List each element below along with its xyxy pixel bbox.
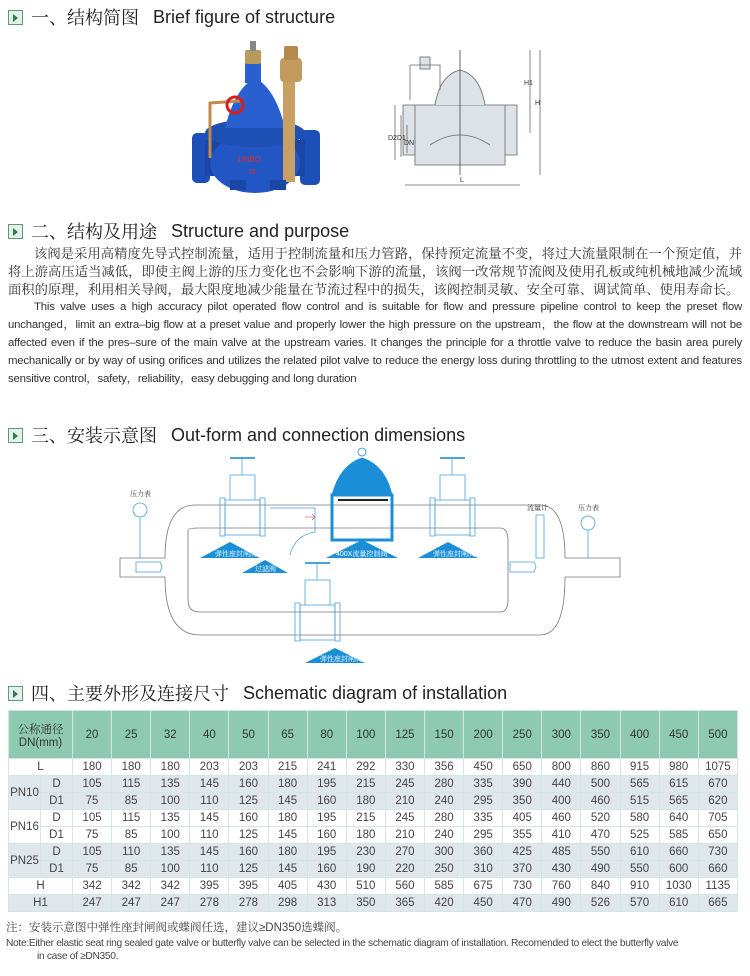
table-cell: 450 <box>464 895 503 912</box>
body-number: 16 <box>248 169 256 176</box>
table-cell: 430 <box>542 861 581 878</box>
table-cell: 620 <box>698 793 737 810</box>
valve-photo <box>190 38 330 198</box>
table-cell: 730 <box>698 844 737 861</box>
table-cell: 485 <box>542 844 581 861</box>
header-dn-value: 250 <box>503 711 542 759</box>
table-row <box>9 895 738 912</box>
table-cell: 145 <box>268 861 307 878</box>
table-cell: 110 <box>190 793 229 810</box>
arrow-box-icon <box>8 10 23 25</box>
table-cell: 705 <box>698 810 737 827</box>
table-cell: 145 <box>268 793 307 810</box>
header-dn-value: 80 <box>307 711 346 759</box>
table-cell: 115 <box>112 810 151 827</box>
row-sublabel: D1 <box>41 793 73 810</box>
section-heading-structure-purpose: 二、结构及用途 Structure and purpose <box>8 218 349 244</box>
row-sublabel: D <box>41 810 73 827</box>
body-marking: DNBO <box>238 155 262 164</box>
table-row <box>9 844 738 861</box>
table-cell: 910 <box>620 878 659 895</box>
svg-text:H: H <box>535 100 541 107</box>
section-heading-dimensions: 四、主要外形及连接尺寸 Schematic diagram of installation <box>8 680 507 706</box>
arrow-box-icon <box>8 428 23 443</box>
table-row <box>9 776 738 793</box>
table-cell: 405 <box>268 878 307 895</box>
label-pressure-gauge-1: 压力表 <box>130 491 151 498</box>
table-cell: 585 <box>659 827 698 844</box>
table-cell: 203 <box>229 759 268 776</box>
table-cell: 195 <box>307 810 346 827</box>
table-cell: 460 <box>581 793 620 810</box>
table-cell: 215 <box>346 776 385 793</box>
table-row <box>9 759 738 776</box>
svg-text:L: L <box>460 177 464 184</box>
table-cell: 565 <box>620 776 659 793</box>
table-cell: 360 <box>464 844 503 861</box>
pressure-class: PN10 <box>9 776 41 810</box>
table-cell: 1030 <box>659 878 698 895</box>
table-cell: 135 <box>151 844 190 861</box>
table-cell: 190 <box>346 861 385 878</box>
table-cell: 355 <box>503 827 542 844</box>
table-cell: 240 <box>424 827 463 844</box>
label-gate-valve-3: 弹性座封闸阀 <box>320 656 362 663</box>
table-cell: 500 <box>581 776 620 793</box>
header-dn-value: 20 <box>73 711 112 759</box>
table-cell: 800 <box>542 759 581 776</box>
note-zh: 注：安装示意图中弹性座封闸阀或蝶阀任选，建议≥DN350选蝶阀。 <box>6 922 348 934</box>
svg-text:D2: D2 <box>388 135 397 142</box>
header-dn-value: 150 <box>424 711 463 759</box>
table-cell: 210 <box>385 827 424 844</box>
header-dn-value: 65 <box>268 711 307 759</box>
label-filter: 过滤阀 <box>255 566 276 573</box>
table-cell: 245 <box>385 776 424 793</box>
table-cell: 160 <box>229 844 268 861</box>
table-cell: 160 <box>229 810 268 827</box>
table-cell: 670 <box>698 776 737 793</box>
header-dn-value: 450 <box>659 711 698 759</box>
section-heading-structure-figure: 一、结构简图 Brief figure of structure <box>8 4 335 30</box>
row-sublabel: D <box>41 844 73 861</box>
table-cell: 665 <box>698 895 737 912</box>
table-cell: 610 <box>659 895 698 912</box>
table-cell: 295 <box>464 793 503 810</box>
table-cell: 215 <box>268 759 307 776</box>
table-cell: 110 <box>190 861 229 878</box>
table-cell: 145 <box>268 827 307 844</box>
table-cell: 460 <box>542 810 581 827</box>
pressure-class: PN16 <box>9 810 41 844</box>
table-cell: 180 <box>346 827 385 844</box>
table-cell: 100 <box>151 861 190 878</box>
table-cell: 240 <box>424 793 463 810</box>
table-cell: 410 <box>542 827 581 844</box>
table-cell: 195 <box>307 844 346 861</box>
table-cell: 245 <box>385 810 424 827</box>
table-cell: 342 <box>151 878 190 895</box>
table-cell: 85 <box>112 861 151 878</box>
table-cell: 430 <box>307 878 346 895</box>
header-dn-value: 25 <box>112 711 151 759</box>
table-cell: 210 <box>385 793 424 810</box>
table-cell: 203 <box>190 759 229 776</box>
table-cell: 115 <box>112 776 151 793</box>
table-row <box>9 810 738 827</box>
table-row <box>9 861 738 878</box>
table-cell: 600 <box>659 861 698 878</box>
table-row <box>9 878 738 895</box>
table-cell: 660 <box>698 861 737 878</box>
table-cell: 180 <box>268 844 307 861</box>
table-cell: 405 <box>503 810 542 827</box>
table-cell: 180 <box>73 759 112 776</box>
table-cell: 730 <box>503 878 542 895</box>
table-cell: 330 <box>385 759 424 776</box>
table-cell: 145 <box>190 776 229 793</box>
arrow-box-icon <box>8 686 23 701</box>
table-cell: 335 <box>464 810 503 827</box>
table-cell: 110 <box>112 844 151 861</box>
table-cell: 390 <box>503 776 542 793</box>
table-cell: 356 <box>424 759 463 776</box>
table-cell: 292 <box>346 759 385 776</box>
header-dn-value: 125 <box>385 711 424 759</box>
table-cell: 278 <box>190 895 229 912</box>
header-dn-value: 200 <box>464 711 503 759</box>
table-cell: 650 <box>503 759 542 776</box>
table-cell: 160 <box>307 861 346 878</box>
svg-text:H1: H1 <box>524 80 533 87</box>
table-cell: 215 <box>346 810 385 827</box>
table-cell: 610 <box>620 844 659 861</box>
table-cell: 105 <box>73 844 112 861</box>
row-sublabel: D1 <box>41 861 73 878</box>
table-cell: 560 <box>385 878 424 895</box>
table-cell: 125 <box>229 827 268 844</box>
valve-section-drawing <box>385 45 545 195</box>
table-cell: 295 <box>464 827 503 844</box>
table-cell: 526 <box>581 895 620 912</box>
table-cell: 860 <box>581 759 620 776</box>
table-cell: 220 <box>385 861 424 878</box>
table-cell: 160 <box>307 827 346 844</box>
table-cell: 395 <box>229 878 268 895</box>
table-cell: 425 <box>503 844 542 861</box>
table-cell: 241 <box>307 759 346 776</box>
note-en: Note:Either elastic seat ring sealed gate valve or butterfly valve can be selected in the schematic diagram of installation. Recomended to elect the butterfly valve in case of ≥DN350. <box>6 938 679 962</box>
table-cell: 247 <box>151 895 190 912</box>
purpose-text-zh: 该阀是采用高精度先导式控制流量，适用于控制流量和压力管路，保持预定流量不变，将过大流量限制在一个预定值，并将上游高压适当减低，即使主阀上游的压力变化也不会影响下游的流量，该阀一改常规节流阀及使用孔板或纯机械地减少流域面积的原理，利用相关导阀，最大限度地减少能量在节流过程中的损失，该阀控制灵敏、安全可靠、调试简单、使用寿命长。 <box>8 246 742 297</box>
installation-diagram <box>100 440 650 670</box>
table-cell: 270 <box>385 844 424 861</box>
table-cell: 395 <box>190 878 229 895</box>
table-cell: 180 <box>112 759 151 776</box>
label-control-valve: 400X流量控制阀 <box>336 551 388 558</box>
table-cell: 565 <box>659 793 698 810</box>
table-cell: 250 <box>424 861 463 878</box>
svg-text:D1: D1 <box>397 135 406 142</box>
table-cell: 300 <box>424 844 463 861</box>
table-cell: 1075 <box>698 759 737 776</box>
table-cell: 180 <box>151 759 190 776</box>
table-cell: 180 <box>268 810 307 827</box>
table-cell: 760 <box>542 878 581 895</box>
table-cell: 85 <box>112 793 151 810</box>
table-cell: 915 <box>620 759 659 776</box>
table-cell: 470 <box>581 827 620 844</box>
section-heading-installation: 三、安装示意图 Out-form and connection dimensions <box>8 422 465 448</box>
table-cell: 650 <box>698 827 737 844</box>
table-row <box>9 827 738 844</box>
table-cell: 640 <box>659 810 698 827</box>
table-cell: 278 <box>229 895 268 912</box>
table-cell: 525 <box>620 827 659 844</box>
table-cell: 370 <box>503 861 542 878</box>
table-cell: 125 <box>229 793 268 810</box>
header-dn-value: 32 <box>151 711 190 759</box>
table-cell: 75 <box>73 793 112 810</box>
dimensions-table <box>8 710 738 912</box>
table-cell: 515 <box>620 793 659 810</box>
label-gate-valve-1: 弹性座封闸阀 <box>215 551 257 558</box>
table-cell: 840 <box>581 878 620 895</box>
table-cell: 135 <box>151 776 190 793</box>
table-cell: 85 <box>112 827 151 844</box>
header-dn-value: 350 <box>581 711 620 759</box>
table-cell: 350 <box>503 793 542 810</box>
table-cell: 125 <box>229 861 268 878</box>
table-cell: 335 <box>464 776 503 793</box>
table-cell: 180 <box>346 793 385 810</box>
table-cell: 145 <box>190 844 229 861</box>
label-gate-valve-2: 弹性座封闸阀 <box>433 551 475 558</box>
table-cell: 160 <box>229 776 268 793</box>
table-cell: 440 <box>542 776 581 793</box>
table-cell: 400 <box>542 793 581 810</box>
table-cell: 615 <box>659 776 698 793</box>
table-cell: 230 <box>346 844 385 861</box>
table-cell: 105 <box>73 776 112 793</box>
table-cell: 75 <box>73 827 112 844</box>
header-dn-value: 100 <box>346 711 385 759</box>
row-label: H <box>9 878 73 895</box>
table-cell: 1135 <box>698 878 737 895</box>
table-cell: 420 <box>424 895 463 912</box>
label-pressure-gauge-2: 压力表 <box>578 505 599 512</box>
table-cell: 145 <box>190 810 229 827</box>
table-cell: 585 <box>424 878 463 895</box>
table-cell: 100 <box>151 827 190 844</box>
header-dn-value: 40 <box>190 711 229 759</box>
purpose-text-en: This valve uses a high accuracy pilot operated flow control and is suitable for flow and pressure pipeline control to keep the preset flow unchanged，limit an extra–big flow at a preset value and properly lower the high pressure on the upstream，the flow at the downstream will not be affected even if the pres–sure of the main valve at the upstream varies. It changes the principle for a throttle valve to reduce the basin area purely mechanically or by way of using orifices and utilizes the related pilot valve to reduce the energy loss during throttling to the utmost extent and features sensitive control，safety，reliability，easy debugging and long duration <box>8 301 742 385</box>
table-cell: 105 <box>73 810 112 827</box>
table-cell: 195 <box>307 776 346 793</box>
table-cell: 280 <box>424 776 463 793</box>
table-cell: 350 <box>346 895 385 912</box>
table-cell: 75 <box>73 861 112 878</box>
table-cell: 247 <box>112 895 151 912</box>
table-cell: 980 <box>659 759 698 776</box>
table-cell: 298 <box>268 895 307 912</box>
table-cell: 490 <box>542 895 581 912</box>
table-cell: 280 <box>424 810 463 827</box>
row-sublabel: D1 <box>41 827 73 844</box>
label-flow-meter: 流量计 <box>527 505 548 512</box>
header-dn-value: 500 <box>698 711 737 759</box>
table-cell: 135 <box>151 810 190 827</box>
table-cell: 313 <box>307 895 346 912</box>
svg-text:DN: DN <box>404 140 415 147</box>
table-cell: 570 <box>620 895 659 912</box>
table-cell: 675 <box>464 878 503 895</box>
table-cell: 342 <box>112 878 151 895</box>
table-cell: 247 <box>73 895 112 912</box>
table-cell: 470 <box>503 895 542 912</box>
table-cell: 510 <box>346 878 385 895</box>
row-label: H1 <box>9 895 73 912</box>
pressure-class: PN25 <box>9 844 41 878</box>
table-row <box>9 793 738 810</box>
table-cell: 550 <box>620 861 659 878</box>
table-cell: 365 <box>385 895 424 912</box>
header-dn-value: 50 <box>229 711 268 759</box>
table-cell: 490 <box>581 861 620 878</box>
table-cell: 550 <box>581 844 620 861</box>
header-dn-value: 400 <box>620 711 659 759</box>
table-cell: 580 <box>620 810 659 827</box>
table-cell: 660 <box>659 844 698 861</box>
row-sublabel: D <box>41 776 73 793</box>
table-cell: 110 <box>190 827 229 844</box>
arrow-box-icon <box>8 224 23 239</box>
table-cell: 342 <box>73 878 112 895</box>
header-dn: 公称通径 DN(mm) <box>9 711 73 759</box>
row-label: L <box>9 759 73 776</box>
table-cell: 180 <box>268 776 307 793</box>
table-cell: 100 <box>151 793 190 810</box>
header-dn-value: 300 <box>542 711 581 759</box>
table-cell: 520 <box>581 810 620 827</box>
table-cell: 160 <box>307 793 346 810</box>
table-cell: 310 <box>464 861 503 878</box>
table-cell: 450 <box>464 759 503 776</box>
